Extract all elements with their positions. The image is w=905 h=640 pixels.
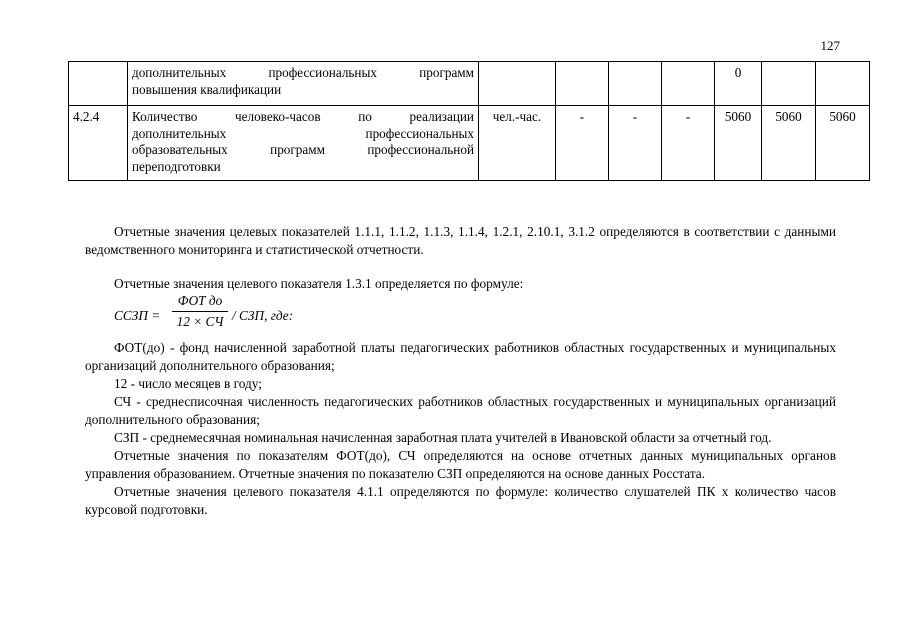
formula-denominator: 12 × СЧ — [176, 314, 224, 329]
paragraph-fot-definition: ФОТ(до) - фонд начисленной заработной платы педагогических работников областных государственных и муниципальных организаций дополнительного образования; — [85, 340, 836, 373]
value-cell — [762, 62, 816, 106]
value-cell — [556, 62, 609, 106]
unit-cell: чел.-час. — [479, 106, 556, 181]
formula-numerator: ФОТ до — [177, 293, 223, 308]
fraction-bar — [172, 311, 228, 312]
unit-cell — [479, 62, 556, 106]
paragraph-monitoring: Отчетные значения целевых показателей 1.1.1, 1.1.2, 1.1.3, 1.1.4, 1.2.1, 2.10.1, 3.1.2 определяются в соответствии с данными ведомственного мониторинга и статистической отчетности. — [85, 224, 836, 257]
indicator-name-line: образовательных программ профессиональной — [132, 142, 474, 158]
formula-fraction — [172, 293, 228, 330]
indicator-name-line: дополнительных профессиональных программ — [132, 65, 474, 80]
table-row — [69, 62, 870, 106]
indicator-name-line: дополнительных профессиональных — [132, 125, 474, 141]
indicator-name-cell — [128, 106, 479, 181]
page-number: 127 — [820, 38, 840, 53]
value-cell — [662, 62, 715, 106]
formula-rhs: / СЗП, где: — [232, 308, 294, 323]
value-cell — [609, 62, 662, 106]
paragraph-formula-intro: Отчетные значения целевого показателя 1.3.1 определяется по формуле: — [114, 276, 524, 291]
paragraph-szp-definition: СЗП - среднемесячная номинальная начисленная заработная плата учителей в Ивановской области за отчетный год. — [114, 430, 772, 445]
indicator-name-cell — [128, 62, 479, 106]
indicator-name-line: Количество человеко-часов по реализации — [132, 109, 474, 124]
paragraph-data-sources: Отчетные значения по показателям ФОТ(до), СЧ определяются на основе отчетных данных муниципальных органов управления образованием. Отчетные значения по показателю СЗП определяются на основе данных Росстата. — [85, 448, 836, 481]
paragraph-sch-definition: СЧ - среднесписочная численность педагогических работников областных государственных и муниципальных организаций дополнительного образования; — [85, 394, 836, 427]
indicator-name-line: повышения квалификации — [132, 81, 282, 97]
formula — [114, 293, 836, 339]
value-cell — [816, 62, 870, 106]
row-number-cell: 4.2.4 — [69, 106, 128, 181]
value-cell: - — [556, 106, 609, 181]
value-cell: - — [662, 106, 715, 181]
value-cell: 5060 — [816, 106, 870, 181]
value-cell: 0 — [715, 62, 762, 106]
value-cell: 5060 — [762, 106, 816, 181]
row-number-cell — [69, 62, 128, 106]
table-row — [69, 106, 870, 181]
indicators-table — [68, 61, 870, 181]
indicator-name-line: переподготовки — [132, 158, 221, 174]
value-cell: 5060 — [715, 106, 762, 181]
body-text — [85, 223, 836, 519]
formula-lhs: ССЗП = — [114, 308, 161, 323]
paragraph-indicator-411: Отчетные значения целевого показателя 4.1.1 определяются по формуле: количество слушателей ПК х количество часов курсовой подготовки. — [85, 484, 836, 517]
paragraph-months-definition: 12 - число месяцев в году; — [114, 376, 262, 391]
value-cell: - — [609, 106, 662, 181]
